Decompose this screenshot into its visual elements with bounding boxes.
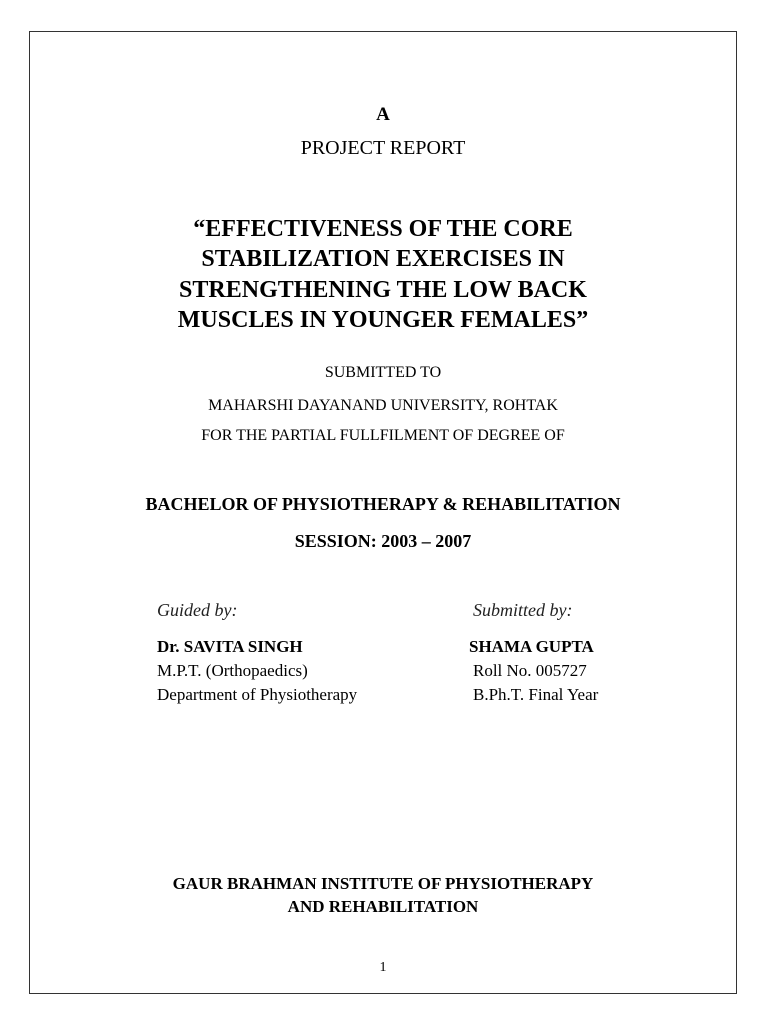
title-line: MUSCLES IN YOUNGER FEMALES”	[177, 307, 589, 333]
report-label: PROJECT REPORT	[300, 137, 466, 159]
page-number: 1	[379, 960, 387, 975]
title-line: “EFFECTIVENESS OF THE CORE	[193, 216, 573, 242]
title-line: STRENGTHENING THE LOW BACK	[179, 277, 587, 303]
submitter-name: SHAMA GUPTA	[469, 637, 594, 656]
submitted-to-label: SUBMITTED TO	[324, 364, 442, 381]
guided-by-label: Guided by:	[157, 600, 238, 620]
submitter-year: B.Ph.T. Final Year	[473, 685, 599, 704]
article-heading: A	[376, 104, 390, 125]
title-line: STABILIZATION EXERCISES IN	[201, 246, 565, 272]
degree-name: BACHELOR OF PHYSIOTHERAPY & REHABILITATION	[145, 494, 621, 514]
university-name: MAHARSHI DAYANAND UNIVERSITY, ROHTAK	[208, 397, 558, 414]
institute-name-line1: GAUR BRAHMAN INSTITUTE OF PHYSIOTHERAPY	[172, 874, 594, 893]
purpose-statement: FOR THE PARTIAL FULLFILMENT OF DEGREE OF	[201, 427, 565, 444]
guide-name: Dr. SAVITA SINGH	[157, 637, 303, 656]
submitter-roll-number: Roll No. 005727	[473, 661, 587, 680]
submitted-by-label: Submitted by:	[473, 600, 573, 620]
session-years: SESSION: 2003 – 2007	[294, 531, 472, 551]
guide-qualification: M.P.T. (Orthopaedics)	[157, 661, 308, 680]
guide-department: Department of Physiotherapy	[157, 685, 358, 704]
institute-name-line2: AND REHABILITATION	[287, 897, 479, 916]
